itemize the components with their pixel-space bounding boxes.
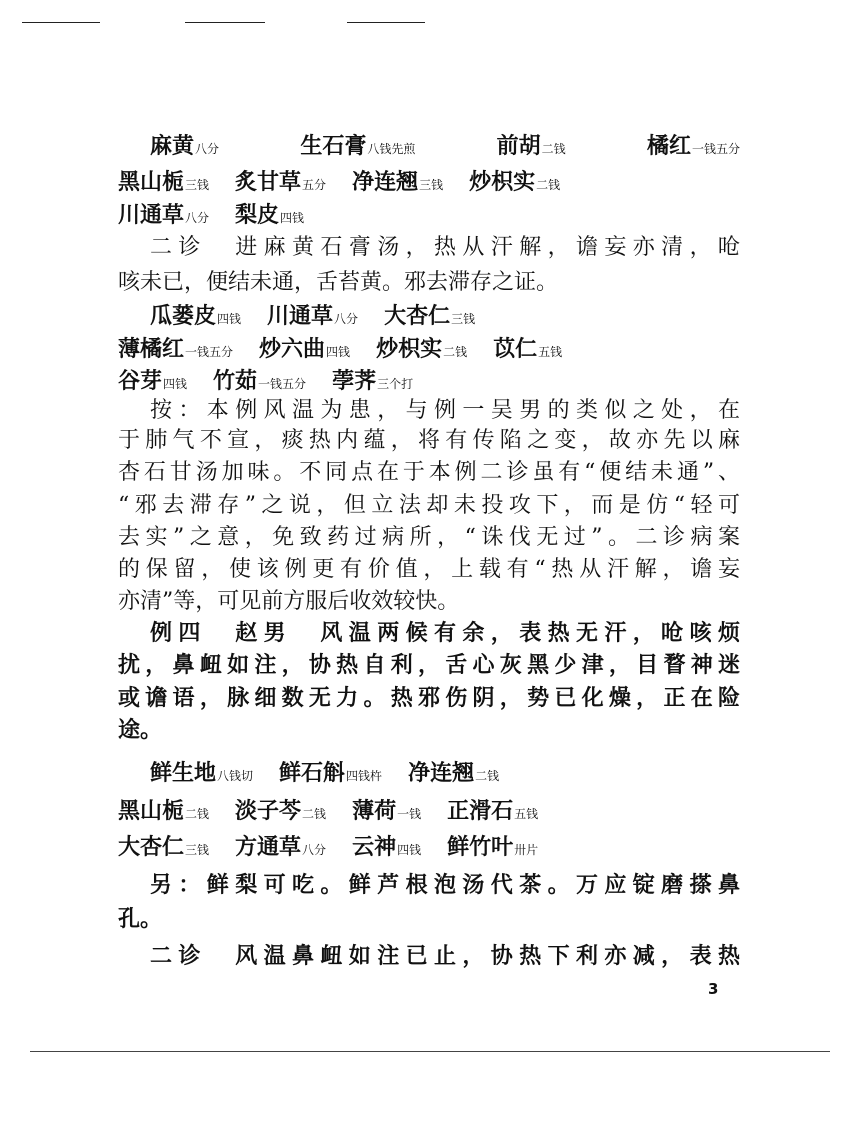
prescription-line: [118, 796, 740, 829]
herb-item: [235, 832, 326, 865]
page-number: 3: [708, 980, 719, 998]
herb-name: 谷芽: [118, 368, 163, 394]
herb-name: 橘红: [646, 133, 691, 159]
herb-item: [384, 301, 475, 334]
text-line: 二诊 风温鼻衄如注已止，协热下利亦减，表热: [150, 943, 740, 969]
herb-item: [235, 167, 326, 200]
herb-dose: 一钱五分: [185, 345, 234, 359]
herb-dose: 五钱: [514, 807, 539, 821]
herb-dose: 三钱: [419, 178, 444, 192]
herb-name: 炒枳实: [469, 169, 536, 195]
herb-name: 生石膏: [300, 133, 367, 159]
herb-dose: 三钱: [451, 312, 476, 326]
herb-item: [150, 131, 219, 164]
herb-dose: 二钱: [541, 142, 566, 156]
herb-item: [150, 758, 253, 791]
herb-dose: 三钱: [185, 178, 210, 192]
herb-name: 鲜竹叶: [447, 834, 514, 860]
herb-name: 竹茹: [213, 368, 258, 394]
herb-item: [235, 200, 304, 233]
herb-dose: 五分: [302, 178, 327, 192]
herb-dose: 八分: [302, 843, 327, 857]
herb-name: 炒枳实: [376, 336, 443, 362]
herb-name: 云神: [352, 834, 397, 860]
herb-dose: 八钱先煎: [367, 142, 416, 156]
herb-item: [647, 131, 740, 164]
herb-dose: 三个打: [377, 377, 414, 391]
herb-item: [150, 301, 241, 334]
prescription-line: [118, 366, 740, 399]
text-line: 途。: [118, 717, 163, 743]
prescription-line: [118, 167, 740, 200]
header-rule-3: [347, 22, 425, 23]
herb-item: [352, 796, 421, 829]
header-rule-1: [22, 22, 100, 23]
herb-name: 炙甘草: [235, 169, 302, 195]
herb-dose: 四钱: [163, 377, 188, 391]
prescription-line: [150, 301, 740, 334]
herb-name: 苡仁: [493, 336, 538, 362]
herb-item: [352, 832, 421, 865]
text-line: 扰，鼻衄如注，协热自利，舌心灰黑少津，目瞀神迷: [118, 652, 740, 678]
prescription-line: [118, 832, 740, 865]
footer-rule: [30, 1051, 830, 1052]
herb-name: 川通草: [267, 303, 334, 329]
text-line: 的保留，使该例更有价值，上载有“热从汗解，谵妄: [118, 557, 740, 582]
herb-name: 净连翘: [408, 760, 475, 786]
text-line: 或谵语，脉细数无力。热邪伤阴，势已化燥，正在险: [118, 685, 740, 711]
herb-item: [118, 832, 209, 865]
herb-item: [376, 334, 467, 367]
prescription-line: [118, 200, 740, 233]
herb-item: [408, 758, 499, 791]
herb-name: 荸荠: [332, 368, 377, 394]
herb-dose: 卅片: [514, 843, 539, 857]
herb-item: [497, 131, 566, 164]
text-line: 按：本例风温为患，与例一吴男的类似之处，在: [150, 398, 740, 423]
herb-dose: 三钱: [185, 843, 210, 857]
text-line: 杏石甘汤加味。不同点在于本例二诊虽有“便结未通”、: [118, 460, 740, 485]
herb-item: [118, 796, 209, 829]
text-line: 亦清”等，可见前方服后收效较快。: [118, 589, 460, 614]
herb-name: 前胡: [496, 133, 541, 159]
herb-dose: 二钱: [475, 769, 500, 783]
herb-item: [447, 796, 538, 829]
herb-item: [235, 796, 326, 829]
herb-item: [267, 301, 358, 334]
text-line: 于肺气不宣，痰热内蕴，将有传陷之变，故亦先以麻: [118, 428, 740, 453]
herb-item: [332, 366, 413, 399]
header-rule-2: [185, 22, 265, 23]
herb-name: 大杏仁: [118, 834, 185, 860]
herb-name: 瓜蒌皮: [150, 303, 217, 329]
herb-item: [213, 366, 306, 399]
herb-dose: 八钱切: [217, 769, 254, 783]
text-line: 咳未已，便结未通，舌苔黄。邪去滞存之证。: [118, 270, 559, 295]
herb-dose: 四钱: [397, 843, 422, 857]
herb-dose: 四钱: [217, 312, 242, 326]
herb-item: [118, 167, 209, 200]
herb-name: 淡子芩: [235, 798, 302, 824]
herb-item: [300, 131, 415, 164]
text-line: 去实”之意，免致药过病所，“诛伐无过”。二诊病案: [118, 525, 740, 550]
herb-name: 鲜石斛: [279, 760, 346, 786]
herb-item: [118, 334, 233, 367]
herb-dose: 二钱: [302, 807, 327, 821]
herb-item: [118, 366, 187, 399]
prescription-line: [118, 334, 740, 367]
herb-dose: 八分: [195, 142, 220, 156]
herb-item: [493, 334, 562, 367]
herb-dose: 一钱: [397, 807, 422, 821]
text-line: “邪去滞存”之说，但立法却未投攻下，而是仿“轻可: [118, 493, 740, 518]
herb-name: 麻黄: [150, 133, 195, 159]
herb-dose: 四钱: [326, 345, 351, 359]
herb-dose: 一钱五分: [691, 142, 740, 156]
herb-name: 方通草: [235, 834, 302, 860]
herb-item: [259, 334, 350, 367]
herb-item: [447, 832, 538, 865]
herb-name: 黑山栀: [118, 798, 185, 824]
herb-name: 炒六曲: [259, 336, 326, 362]
herb-name: 川通草: [118, 202, 185, 228]
herb-dose: 二钱: [443, 345, 468, 359]
herb-name: 黑山栀: [118, 169, 185, 195]
herb-dose: 五钱: [538, 345, 563, 359]
herb-item: [279, 758, 382, 791]
text-line: 孔。: [118, 906, 163, 932]
herb-dose: 四钱杵: [346, 769, 383, 783]
prescription-line: [150, 131, 740, 164]
herb-dose: 八分: [334, 312, 359, 326]
prescription-line: [150, 758, 740, 791]
herb-name: 净连翘: [352, 169, 419, 195]
herb-item: [469, 167, 560, 200]
herb-name: 薄荷: [352, 798, 397, 824]
herb-dose: 二钱: [185, 807, 210, 821]
herb-name: 正滑石: [447, 798, 514, 824]
text-line: 二诊 进麻黄石膏汤，热从汗解，谵妄亦清，呛: [150, 235, 740, 260]
herb-name: 梨皮: [235, 202, 280, 228]
herb-item: [118, 200, 209, 233]
herb-dose: 二钱: [536, 178, 561, 192]
text-line: 例四 赵男 风温两候有余，表热无汗，呛咳烦: [150, 620, 740, 646]
herb-item: [352, 167, 443, 200]
herb-name: 鲜生地: [150, 760, 217, 786]
herb-dose: 四钱: [280, 211, 305, 225]
herb-dose: 八分: [185, 211, 210, 225]
herb-dose: 一钱五分: [258, 377, 307, 391]
herb-name: 薄橘红: [118, 336, 185, 362]
herb-name: 大杏仁: [384, 303, 451, 329]
text-line: 另：鲜梨可吃。鲜芦根泡汤代茶。万应锭磨搽鼻: [150, 872, 740, 898]
